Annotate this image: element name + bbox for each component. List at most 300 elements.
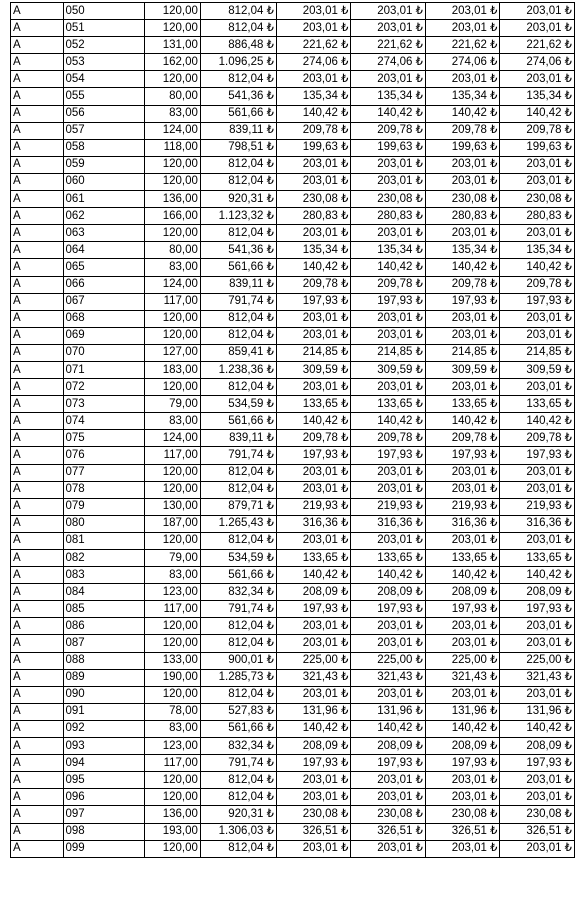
installment-4-cell: 274,06 ₺ xyxy=(500,54,575,71)
total-amount-cell: 534,59 ₺ xyxy=(200,550,276,567)
installment-4-cell: 203,01 ₺ xyxy=(500,156,575,173)
total-amount-cell: 561,66 ₺ xyxy=(200,259,276,276)
installment-3-cell: 203,01 ₺ xyxy=(425,464,500,481)
installment-4-cell: 203,01 ₺ xyxy=(500,20,575,37)
total-amount-cell: 900,01 ₺ xyxy=(200,652,276,669)
block-cell: A xyxy=(11,88,64,105)
installment-4-cell: 133,65 ₺ xyxy=(500,550,575,567)
unit-number-cell: 079 xyxy=(63,498,144,515)
installment-2-cell: 209,78 ₺ xyxy=(351,122,426,139)
installment-3-cell: 221,62 ₺ xyxy=(425,37,500,54)
area-cell: 193,00 xyxy=(144,823,200,840)
block-cell: A xyxy=(11,54,64,71)
total-amount-cell: 534,59 ₺ xyxy=(200,396,276,413)
unit-number-cell: 083 xyxy=(63,567,144,584)
installment-1-cell: 203,01 ₺ xyxy=(276,173,351,190)
table-row xyxy=(11,208,575,225)
area-cell: 83,00 xyxy=(144,720,200,737)
block-cell: A xyxy=(11,191,64,208)
installment-1-cell: 203,01 ₺ xyxy=(276,310,351,327)
total-amount-cell: 812,04 ₺ xyxy=(200,532,276,549)
total-amount-cell: 879,71 ₺ xyxy=(200,498,276,515)
total-amount-cell: 839,11 ₺ xyxy=(200,276,276,293)
installment-1-cell: 316,36 ₺ xyxy=(276,515,351,532)
installment-3-cell: 203,01 ₺ xyxy=(425,532,500,549)
block-cell: A xyxy=(11,361,64,378)
unit-number-cell: 098 xyxy=(63,823,144,840)
table-row xyxy=(11,37,575,54)
installment-2-cell: 133,65 ₺ xyxy=(351,550,426,567)
total-amount-cell: 1.096,25 ₺ xyxy=(200,54,276,71)
table-row xyxy=(11,396,575,413)
total-amount-cell: 561,66 ₺ xyxy=(200,105,276,122)
installment-2-cell: 208,09 ₺ xyxy=(351,738,426,755)
installment-1-cell: 208,09 ₺ xyxy=(276,584,351,601)
installment-4-cell: 203,01 ₺ xyxy=(500,379,575,396)
area-cell: 83,00 xyxy=(144,259,200,276)
table-row xyxy=(11,823,575,840)
area-cell: 162,00 xyxy=(144,54,200,71)
installment-3-cell: 203,01 ₺ xyxy=(425,772,500,789)
unit-number-cell: 091 xyxy=(63,703,144,720)
area-cell: 131,00 xyxy=(144,37,200,54)
installment-3-cell: 203,01 ₺ xyxy=(425,840,500,857)
area-cell: 124,00 xyxy=(144,122,200,139)
table-row xyxy=(11,840,575,857)
unit-number-cell: 076 xyxy=(63,447,144,464)
installment-2-cell: 140,42 ₺ xyxy=(351,259,426,276)
installment-3-cell: 230,08 ₺ xyxy=(425,806,500,823)
unit-number-cell: 057 xyxy=(63,122,144,139)
installment-3-cell: 199,63 ₺ xyxy=(425,139,500,156)
installment-4-cell: 203,01 ₺ xyxy=(500,71,575,88)
installment-4-cell: 309,59 ₺ xyxy=(500,361,575,378)
installment-3-cell: 197,93 ₺ xyxy=(425,447,500,464)
installment-2-cell: 197,93 ₺ xyxy=(351,447,426,464)
installment-1-cell: 208,09 ₺ xyxy=(276,738,351,755)
total-amount-cell: 812,04 ₺ xyxy=(200,686,276,703)
area-cell: 120,00 xyxy=(144,225,200,242)
installment-2-cell: 203,01 ₺ xyxy=(351,789,426,806)
area-cell: 83,00 xyxy=(144,105,200,122)
unit-number-cell: 056 xyxy=(63,105,144,122)
area-cell: 120,00 xyxy=(144,481,200,498)
area-cell: 120,00 xyxy=(144,327,200,344)
block-cell: A xyxy=(11,652,64,669)
installment-2-cell: 203,01 ₺ xyxy=(351,532,426,549)
installment-2-cell: 219,93 ₺ xyxy=(351,498,426,515)
installment-1-cell: 203,01 ₺ xyxy=(276,532,351,549)
unit-number-cell: 058 xyxy=(63,139,144,156)
installment-3-cell: 214,85 ₺ xyxy=(425,344,500,361)
table-row xyxy=(11,635,575,652)
installment-1-cell: 209,78 ₺ xyxy=(276,430,351,447)
total-amount-cell: 920,31 ₺ xyxy=(200,191,276,208)
table-row xyxy=(11,550,575,567)
block-cell: A xyxy=(11,686,64,703)
table-row xyxy=(11,618,575,635)
installment-2-cell: 197,93 ₺ xyxy=(351,293,426,310)
installment-1-cell: 321,43 ₺ xyxy=(276,669,351,686)
area-cell: 80,00 xyxy=(144,88,200,105)
table-row xyxy=(11,515,575,532)
installment-3-cell: 219,93 ₺ xyxy=(425,498,500,515)
block-cell: A xyxy=(11,515,64,532)
installment-4-cell: 197,93 ₺ xyxy=(500,447,575,464)
installment-4-cell: 203,01 ₺ xyxy=(500,772,575,789)
installment-1-cell: 209,78 ₺ xyxy=(276,122,351,139)
area-cell: 120,00 xyxy=(144,71,200,88)
installment-1-cell: 274,06 ₺ xyxy=(276,54,351,71)
table-row xyxy=(11,105,575,122)
installment-4-cell: 203,01 ₺ xyxy=(500,635,575,652)
installment-4-cell: 140,42 ₺ xyxy=(500,720,575,737)
table-row xyxy=(11,122,575,139)
installment-1-cell: 140,42 ₺ xyxy=(276,567,351,584)
installment-1-cell: 221,62 ₺ xyxy=(276,37,351,54)
installment-4-cell: 203,01 ₺ xyxy=(500,618,575,635)
total-amount-cell: 832,34 ₺ xyxy=(200,584,276,601)
area-cell: 190,00 xyxy=(144,669,200,686)
installment-3-cell: 135,34 ₺ xyxy=(425,242,500,259)
installment-4-cell: 209,78 ₺ xyxy=(500,122,575,139)
unit-number-cell: 054 xyxy=(63,71,144,88)
installment-2-cell: 208,09 ₺ xyxy=(351,584,426,601)
installment-4-cell: 316,36 ₺ xyxy=(500,515,575,532)
installment-3-cell: 133,65 ₺ xyxy=(425,396,500,413)
table-row xyxy=(11,20,575,37)
installment-4-cell: 203,01 ₺ xyxy=(500,840,575,857)
installment-1-cell: 214,85 ₺ xyxy=(276,344,351,361)
installment-3-cell: 135,34 ₺ xyxy=(425,88,500,105)
total-amount-cell: 791,74 ₺ xyxy=(200,293,276,310)
installment-2-cell: 326,51 ₺ xyxy=(351,823,426,840)
block-cell: A xyxy=(11,447,64,464)
installment-3-cell: 209,78 ₺ xyxy=(425,276,500,293)
table-row xyxy=(11,88,575,105)
block-cell: A xyxy=(11,789,64,806)
block-cell: A xyxy=(11,3,64,20)
block-cell: A xyxy=(11,276,64,293)
installment-2-cell: 203,01 ₺ xyxy=(351,173,426,190)
unit-number-cell: 073 xyxy=(63,396,144,413)
total-amount-cell: 812,04 ₺ xyxy=(200,3,276,20)
installment-2-cell: 131,96 ₺ xyxy=(351,703,426,720)
table-row xyxy=(11,652,575,669)
installment-1-cell: 135,34 ₺ xyxy=(276,88,351,105)
installment-4-cell: 203,01 ₺ xyxy=(500,173,575,190)
total-amount-cell: 812,04 ₺ xyxy=(200,71,276,88)
total-amount-cell: 812,04 ₺ xyxy=(200,635,276,652)
area-cell: 120,00 xyxy=(144,618,200,635)
installment-4-cell: 203,01 ₺ xyxy=(500,464,575,481)
total-amount-cell: 541,36 ₺ xyxy=(200,88,276,105)
table-row xyxy=(11,601,575,618)
unit-number-cell: 072 xyxy=(63,379,144,396)
unit-number-cell: 094 xyxy=(63,755,144,772)
area-cell: 79,00 xyxy=(144,396,200,413)
area-cell: 130,00 xyxy=(144,498,200,515)
installment-4-cell: 197,93 ₺ xyxy=(500,293,575,310)
total-amount-cell: 1.306,03 ₺ xyxy=(200,823,276,840)
unit-number-cell: 074 xyxy=(63,413,144,430)
table-row xyxy=(11,293,575,310)
block-cell: A xyxy=(11,413,64,430)
total-amount-cell: 561,66 ₺ xyxy=(200,567,276,584)
unit-number-cell: 067 xyxy=(63,293,144,310)
area-cell: 120,00 xyxy=(144,20,200,37)
unit-number-cell: 071 xyxy=(63,361,144,378)
total-amount-cell: 791,74 ₺ xyxy=(200,447,276,464)
installment-2-cell: 280,83 ₺ xyxy=(351,208,426,225)
total-amount-cell: 791,74 ₺ xyxy=(200,755,276,772)
total-amount-cell: 832,34 ₺ xyxy=(200,738,276,755)
unit-number-cell: 050 xyxy=(63,3,144,20)
area-cell: 133,00 xyxy=(144,652,200,669)
unit-number-cell: 087 xyxy=(63,635,144,652)
unit-number-cell: 093 xyxy=(63,738,144,755)
area-cell: 120,00 xyxy=(144,840,200,857)
block-cell: A xyxy=(11,242,64,259)
unit-number-cell: 097 xyxy=(63,806,144,823)
table-row xyxy=(11,156,575,173)
area-cell: 120,00 xyxy=(144,686,200,703)
installment-2-cell: 197,93 ₺ xyxy=(351,755,426,772)
installment-3-cell: 203,01 ₺ xyxy=(425,173,500,190)
area-cell: 80,00 xyxy=(144,242,200,259)
table-row xyxy=(11,413,575,430)
installment-2-cell: 225,00 ₺ xyxy=(351,652,426,669)
installment-3-cell: 140,42 ₺ xyxy=(425,567,500,584)
table-row xyxy=(11,276,575,293)
installment-2-cell: 274,06 ₺ xyxy=(351,54,426,71)
area-cell: 83,00 xyxy=(144,567,200,584)
installment-4-cell: 219,93 ₺ xyxy=(500,498,575,515)
installment-2-cell: 203,01 ₺ xyxy=(351,464,426,481)
table-row xyxy=(11,225,575,242)
total-amount-cell: 561,66 ₺ xyxy=(200,720,276,737)
installment-4-cell: 203,01 ₺ xyxy=(500,3,575,20)
block-cell: A xyxy=(11,293,64,310)
unit-number-cell: 065 xyxy=(63,259,144,276)
block-cell: A xyxy=(11,344,64,361)
table-row xyxy=(11,3,575,20)
installment-2-cell: 197,93 ₺ xyxy=(351,601,426,618)
unit-number-cell: 059 xyxy=(63,156,144,173)
installment-3-cell: 230,08 ₺ xyxy=(425,191,500,208)
table-row xyxy=(11,430,575,447)
table-row xyxy=(11,242,575,259)
area-cell: 123,00 xyxy=(144,738,200,755)
installment-2-cell: 203,01 ₺ xyxy=(351,840,426,857)
installment-1-cell: 131,96 ₺ xyxy=(276,703,351,720)
installment-4-cell: 199,63 ₺ xyxy=(500,139,575,156)
installment-2-cell: 203,01 ₺ xyxy=(351,686,426,703)
block-cell: A xyxy=(11,379,64,396)
installment-3-cell: 203,01 ₺ xyxy=(425,635,500,652)
area-cell: 120,00 xyxy=(144,379,200,396)
installment-2-cell: 140,42 ₺ xyxy=(351,720,426,737)
block-cell: A xyxy=(11,772,64,789)
installment-4-cell: 203,01 ₺ xyxy=(500,481,575,498)
installment-3-cell: 197,93 ₺ xyxy=(425,755,500,772)
installment-1-cell: 197,93 ₺ xyxy=(276,447,351,464)
installment-3-cell: 203,01 ₺ xyxy=(425,225,500,242)
area-cell: 124,00 xyxy=(144,430,200,447)
table-row xyxy=(11,344,575,361)
block-cell: A xyxy=(11,37,64,54)
installment-4-cell: 321,43 ₺ xyxy=(500,669,575,686)
installment-3-cell: 203,01 ₺ xyxy=(425,310,500,327)
unit-number-cell: 092 xyxy=(63,720,144,737)
area-cell: 123,00 xyxy=(144,584,200,601)
block-cell: A xyxy=(11,481,64,498)
installment-4-cell: 230,08 ₺ xyxy=(500,806,575,823)
installment-1-cell: 203,01 ₺ xyxy=(276,20,351,37)
table-row xyxy=(11,806,575,823)
installment-2-cell: 221,62 ₺ xyxy=(351,37,426,54)
total-amount-cell: 812,04 ₺ xyxy=(200,173,276,190)
installment-1-cell: 203,01 ₺ xyxy=(276,3,351,20)
table-row xyxy=(11,584,575,601)
total-amount-cell: 812,04 ₺ xyxy=(200,464,276,481)
installment-2-cell: 140,42 ₺ xyxy=(351,413,426,430)
area-cell: 120,00 xyxy=(144,789,200,806)
block-cell: A xyxy=(11,601,64,618)
installment-2-cell: 203,01 ₺ xyxy=(351,3,426,20)
installment-4-cell: 214,85 ₺ xyxy=(500,344,575,361)
block-cell: A xyxy=(11,71,64,88)
installment-4-cell: 135,34 ₺ xyxy=(500,88,575,105)
installment-3-cell: 316,36 ₺ xyxy=(425,515,500,532)
installment-3-cell: 203,01 ₺ xyxy=(425,156,500,173)
installment-1-cell: 203,01 ₺ xyxy=(276,635,351,652)
unit-number-cell: 080 xyxy=(63,515,144,532)
total-amount-cell: 859,41 ₺ xyxy=(200,344,276,361)
installment-1-cell: 203,01 ₺ xyxy=(276,772,351,789)
total-amount-cell: 812,04 ₺ xyxy=(200,618,276,635)
area-cell: 117,00 xyxy=(144,293,200,310)
table-row xyxy=(11,139,575,156)
installment-4-cell: 140,42 ₺ xyxy=(500,413,575,430)
block-cell: A xyxy=(11,823,64,840)
installment-3-cell: 203,01 ₺ xyxy=(425,481,500,498)
installment-1-cell: 197,93 ₺ xyxy=(276,293,351,310)
block-cell: A xyxy=(11,550,64,567)
area-cell: 120,00 xyxy=(144,635,200,652)
unit-number-cell: 063 xyxy=(63,225,144,242)
unit-number-cell: 077 xyxy=(63,464,144,481)
block-cell: A xyxy=(11,259,64,276)
area-cell: 117,00 xyxy=(144,601,200,618)
table-row xyxy=(11,686,575,703)
block-cell: A xyxy=(11,703,64,720)
table-row xyxy=(11,498,575,515)
installment-3-cell: 140,42 ₺ xyxy=(425,720,500,737)
installment-4-cell: 140,42 ₺ xyxy=(500,567,575,584)
installment-1-cell: 230,08 ₺ xyxy=(276,191,351,208)
table-row xyxy=(11,755,575,772)
installment-4-cell: 326,51 ₺ xyxy=(500,823,575,840)
table-row xyxy=(11,361,575,378)
installment-1-cell: 203,01 ₺ xyxy=(276,686,351,703)
block-cell: A xyxy=(11,208,64,225)
total-amount-cell: 527,83 ₺ xyxy=(200,703,276,720)
installment-1-cell: 326,51 ₺ xyxy=(276,823,351,840)
installment-1-cell: 133,65 ₺ xyxy=(276,396,351,413)
block-cell: A xyxy=(11,122,64,139)
data-table xyxy=(10,2,575,858)
block-cell: A xyxy=(11,840,64,857)
installment-4-cell: 203,01 ₺ xyxy=(500,532,575,549)
installment-3-cell: 203,01 ₺ xyxy=(425,618,500,635)
installment-4-cell: 197,93 ₺ xyxy=(500,755,575,772)
installment-3-cell: 203,01 ₺ xyxy=(425,71,500,88)
installment-3-cell: 321,43 ₺ xyxy=(425,669,500,686)
total-amount-cell: 812,04 ₺ xyxy=(200,379,276,396)
table-row xyxy=(11,789,575,806)
unit-number-cell: 085 xyxy=(63,601,144,618)
area-cell: 78,00 xyxy=(144,703,200,720)
installment-1-cell: 203,01 ₺ xyxy=(276,225,351,242)
total-amount-cell: 1.265,43 ₺ xyxy=(200,515,276,532)
unit-number-cell: 089 xyxy=(63,669,144,686)
installment-2-cell: 203,01 ₺ xyxy=(351,635,426,652)
installment-4-cell: 140,42 ₺ xyxy=(500,259,575,276)
unit-number-cell: 078 xyxy=(63,481,144,498)
installment-3-cell: 140,42 ₺ xyxy=(425,413,500,430)
installment-2-cell: 203,01 ₺ xyxy=(351,310,426,327)
installment-4-cell: 203,01 ₺ xyxy=(500,310,575,327)
installment-1-cell: 309,59 ₺ xyxy=(276,361,351,378)
area-cell: 136,00 xyxy=(144,191,200,208)
installment-4-cell: 230,08 ₺ xyxy=(500,191,575,208)
area-cell: 120,00 xyxy=(144,173,200,190)
unit-number-cell: 084 xyxy=(63,584,144,601)
table-row xyxy=(11,481,575,498)
total-amount-cell: 812,04 ₺ xyxy=(200,840,276,857)
total-amount-cell: 812,04 ₺ xyxy=(200,772,276,789)
block-cell: A xyxy=(11,584,64,601)
installment-1-cell: 209,78 ₺ xyxy=(276,276,351,293)
unit-number-cell: 053 xyxy=(63,54,144,71)
unit-number-cell: 066 xyxy=(63,276,144,293)
table-row xyxy=(11,567,575,584)
total-amount-cell: 1.285,73 ₺ xyxy=(200,669,276,686)
installment-1-cell: 219,93 ₺ xyxy=(276,498,351,515)
installment-1-cell: 197,93 ₺ xyxy=(276,755,351,772)
installment-1-cell: 203,01 ₺ xyxy=(276,71,351,88)
unit-number-cell: 055 xyxy=(63,88,144,105)
installment-4-cell: 280,83 ₺ xyxy=(500,208,575,225)
installment-3-cell: 209,78 ₺ xyxy=(425,430,500,447)
installment-1-cell: 203,01 ₺ xyxy=(276,481,351,498)
installment-3-cell: 208,09 ₺ xyxy=(425,584,500,601)
installment-4-cell: 203,01 ₺ xyxy=(500,789,575,806)
area-cell: 120,00 xyxy=(144,464,200,481)
installment-3-cell: 133,65 ₺ xyxy=(425,550,500,567)
area-cell: 120,00 xyxy=(144,3,200,20)
block-cell: A xyxy=(11,156,64,173)
block-cell: A xyxy=(11,755,64,772)
installment-1-cell: 280,83 ₺ xyxy=(276,208,351,225)
unit-number-cell: 062 xyxy=(63,208,144,225)
installment-3-cell: 203,01 ₺ xyxy=(425,789,500,806)
area-cell: 183,00 xyxy=(144,361,200,378)
table-row xyxy=(11,447,575,464)
installment-1-cell: 133,65 ₺ xyxy=(276,550,351,567)
unit-number-cell: 068 xyxy=(63,310,144,327)
